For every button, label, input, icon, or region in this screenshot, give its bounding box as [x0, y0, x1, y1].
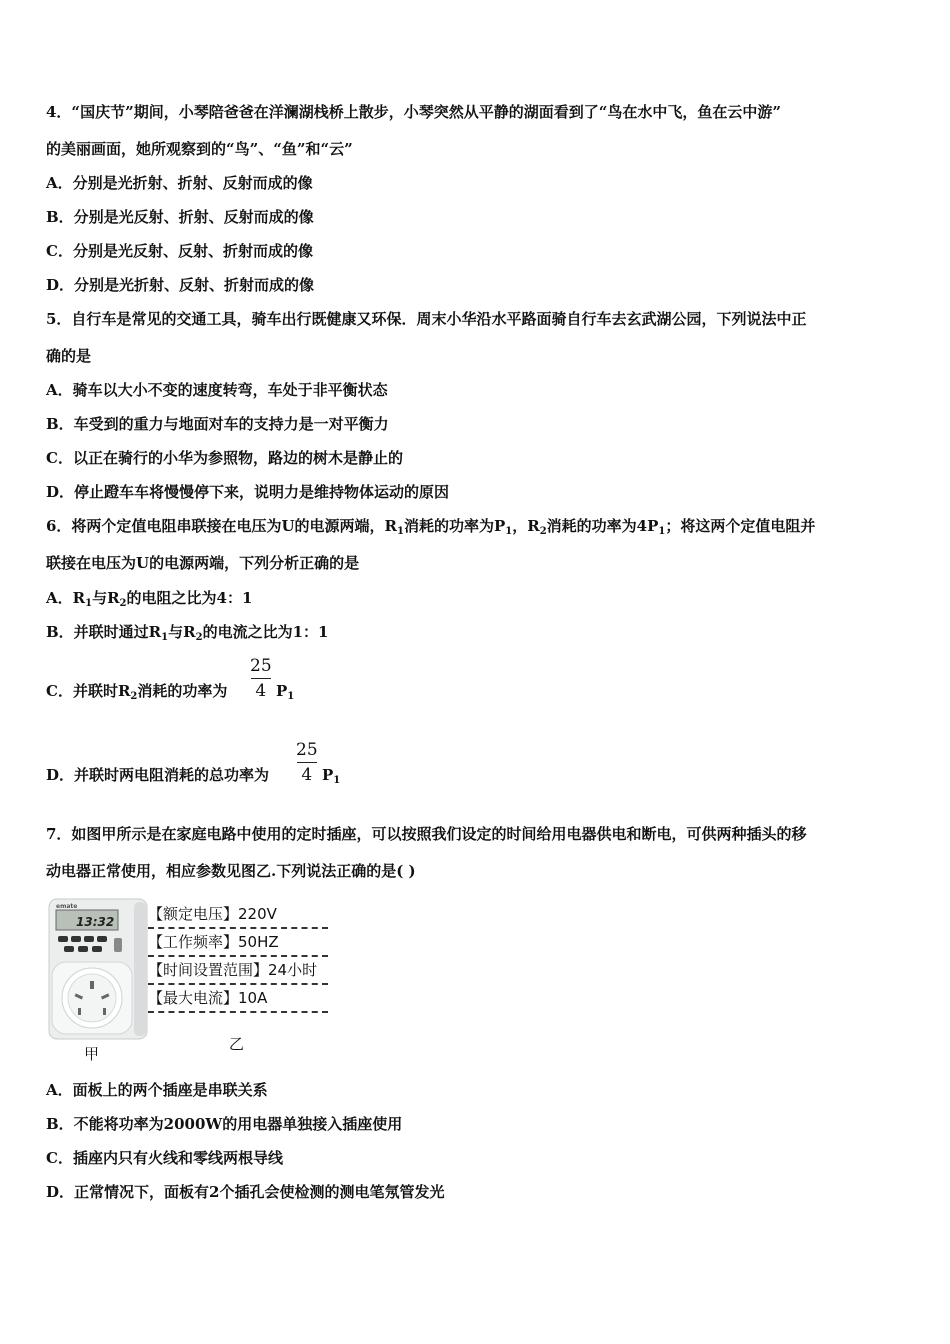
q4-stem-line-1: 4．“国庆节”期间，小琴陪爸爸在洋澜湖栈桥上散步，小琴突然从平静的湖面看到了“鸟在水中飞，鱼在云中游”	[46, 103, 781, 121]
q6-option-c: C．并联时$R_2$消耗的功率为	[46, 682, 228, 702]
q5-option-b: B．车受到的重力与地面对车的支持力是一对平衡力	[46, 415, 389, 433]
q7-option-a: A．面板上的两个插座是串联关系	[46, 1081, 268, 1099]
q6-stem-line-1: 6．将两个定值电阻串联接在电压为U的电源两端，$R_1$消耗的功率为$P_1$，$R_2$消耗的功率为$4P_1$；将这两个定值电阻并	[46, 517, 816, 537]
q7-stem-line-1: 7．如图甲所示是在家庭电路中使用的定时插座，可以按照我们设定的时间给用电器供电和断电，可供两种插头的移	[46, 825, 807, 843]
spec-max-current: 【最大电流】10A	[148, 989, 268, 1007]
spec-divider	[148, 955, 328, 957]
spec-time-range: 【时间设置范围】24小时	[148, 961, 318, 979]
q6-option-c-power: $P_1$	[276, 682, 295, 702]
q6-option-c-fraction: 25 4	[250, 656, 272, 701]
spec-divider	[148, 1011, 328, 1013]
q6-option-d-fraction: 25 4	[296, 740, 318, 785]
q4-option-a: A．分别是光折射、折射、反射而成的像	[46, 174, 313, 192]
spec-rated-voltage: 【额定电压】220V	[148, 905, 277, 923]
q4-stem-line-2: 的美丽画面，她所观察到的“鸟”、“鱼”和“云”	[46, 140, 353, 158]
svg-text:emate: emate	[56, 903, 78, 910]
q5-stem-line-1: 5．自行车是常见的交通工具，骑车出行既健康又环保．周末小华沿水平路面骑自行车去玄武湖公园，下列说法中正	[46, 310, 807, 328]
spec-frequency: 【工作频率】50HZ	[148, 933, 279, 951]
q6-stem-line-2: 联接在电压为U的电源两端，下列分析正确的是	[46, 554, 360, 572]
spec-divider	[148, 983, 328, 985]
q7-option-c: C．插座内只有火线和零线两根导线	[46, 1149, 283, 1167]
figure-caption-jia: 甲	[84, 1045, 100, 1063]
spec-divider	[148, 927, 328, 929]
q4-option-d: D．分别是光折射、反射、折射而成的像	[46, 276, 315, 294]
timer-socket-image	[48, 898, 148, 1040]
q6-option-a: A．$R_1$与$R_2$的电阻之比为4：1	[46, 589, 253, 609]
q4-option-b: B．分别是光反射、折射、反射而成的像	[46, 208, 314, 226]
q5-option-c: C．以正在骑行的小华为参照物，路边的树木是静止的	[46, 449, 403, 467]
figure-caption-yi: 乙	[229, 1035, 245, 1053]
q6-option-d: D．并联时两电阻消耗的总功率为	[46, 766, 270, 784]
q7-option-b: B．不能将功率为2000W的用电器单独接入插座使用	[46, 1115, 403, 1133]
q7-stem-line-2: 动电器正常使用，相应参数见图乙.下列说法正确的是( )	[46, 862, 416, 880]
q6-option-d-power: $P_1$	[322, 766, 341, 786]
q7-option-d: D．正常情况下，面板有2个插孔会使检测的测电笔氖管发光	[46, 1183, 445, 1201]
q5-option-d: D．停止蹬车车将慢慢停下来，说明力是维持物体运动的原因	[46, 483, 450, 501]
q4-option-c: C．分别是光反射、反射、折射而成的像	[46, 242, 313, 260]
q6-option-b: B．并联时通过$R_1$与$R_2$的电流之比为1：1	[46, 623, 329, 643]
q5-option-a: A．骑车以大小不变的速度转弯，车处于非平衡状态	[46, 381, 388, 399]
q5-stem-line-2: 确的是	[46, 347, 92, 365]
display-time: 13:32	[76, 915, 115, 929]
